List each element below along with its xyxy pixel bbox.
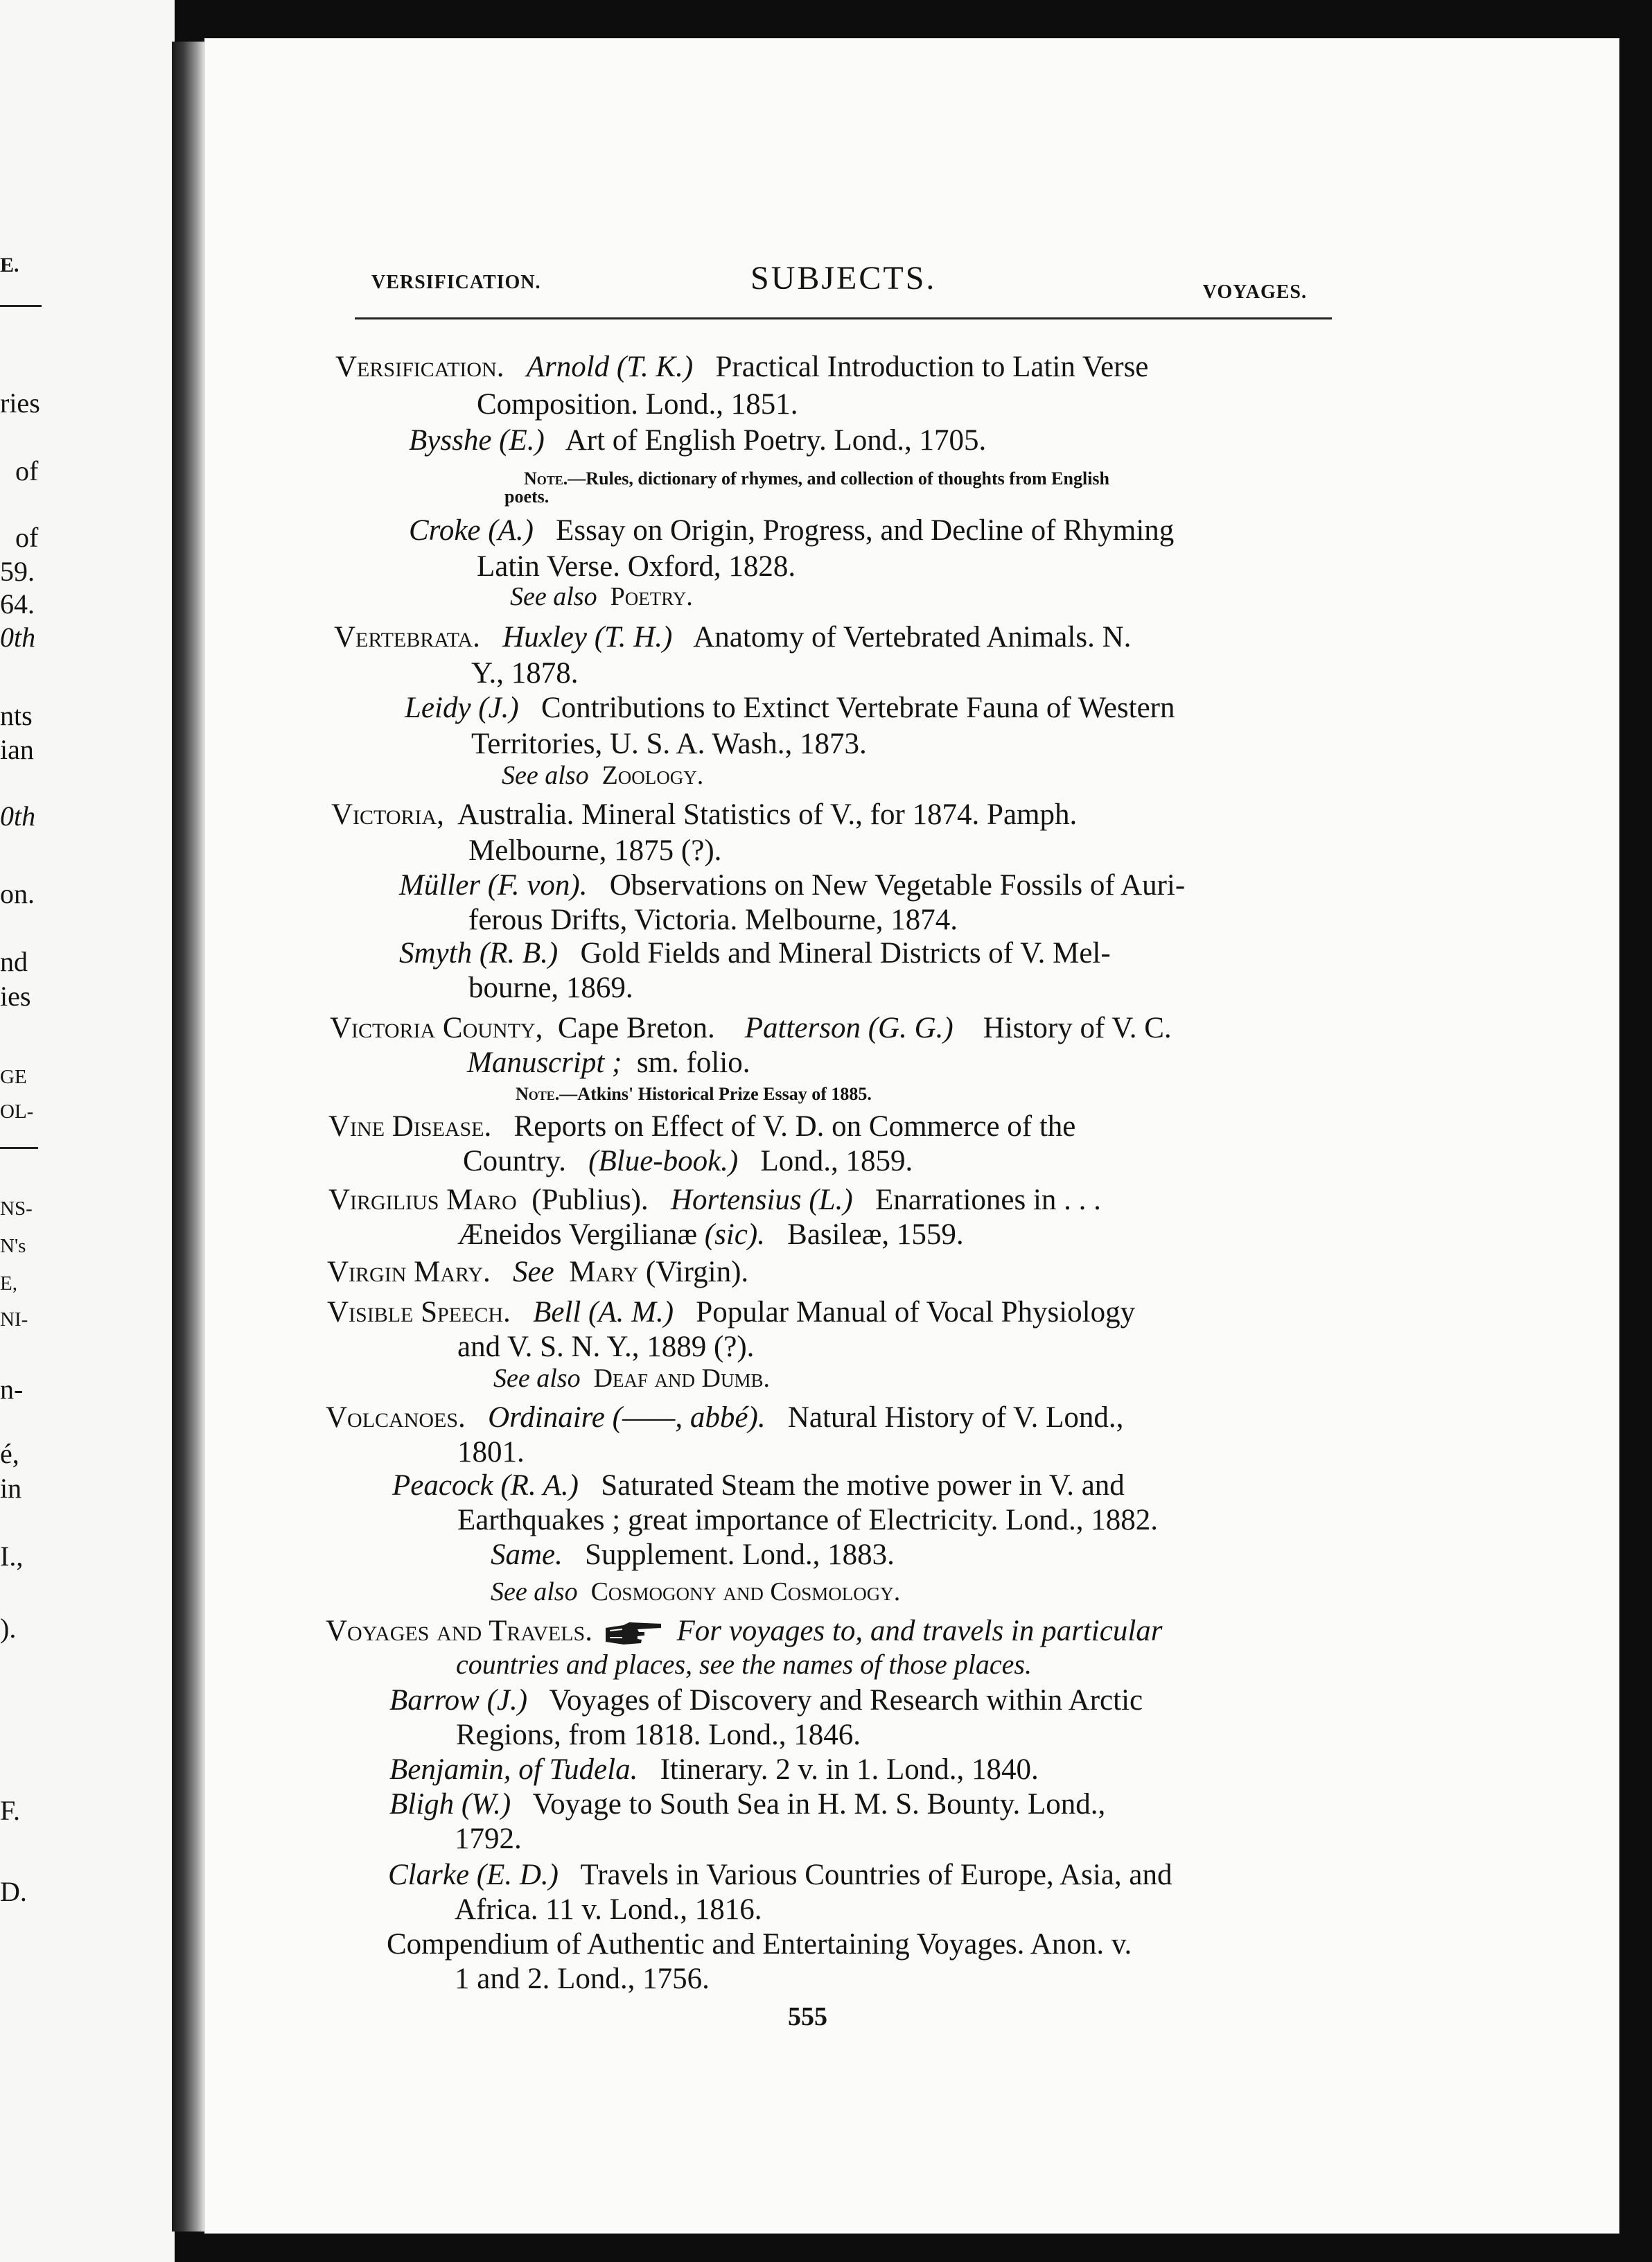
entry-line [328,1185,1101,1215]
entry-text: Territories, U. S. A. Wash., 1873. [471,728,867,760]
entry-line [327,1297,1135,1327]
entry-text: sm. folio. [636,1046,750,1079]
entry-text: Saturated Steam the motive power in V. and [601,1469,1125,1502]
subject-heading: Victoria, [331,798,444,831]
entry-line [405,693,1175,723]
header-center: SUBJECTS. [750,260,937,297]
entry-text: Y., 1878. [471,657,579,690]
note-label: Note. [516,1084,560,1104]
entry-line [457,1220,964,1250]
left-page-rule-2 [0,1147,38,1149]
note-label: Note. [524,468,568,489]
left-fragment: ian [0,734,34,765]
cross-reference: Poetry. [610,582,693,611]
entry-line [468,905,958,935]
left-fragment: nd [0,946,28,977]
entry-line [331,800,1077,830]
entry-line [409,426,986,455]
entry-text: Contributions to Extinct Vertebrate Fauna of Western [541,692,1175,724]
cross-reference: Zoology. [601,761,704,790]
entry-text: Natural History of V. Lond., [787,1401,1124,1434]
note-text: —Rules, dictionary of rhymes, and collection of thoughts from English [568,468,1110,489]
author-name: Clarke (E. D.) [388,1859,559,1891]
left-fragment: ). [0,1613,17,1644]
entry-text: Compendium of Authentic and Entertaining Voyages. Anon. v. [387,1928,1132,1961]
left-fragment: D. [0,1876,27,1907]
entry-text: Voyages of Discovery and Research within Arctic [549,1684,1143,1717]
entry-line [455,1895,762,1925]
author-name: (Blue-book.) [588,1145,739,1177]
entry-text: Essay on Origin, Progress, and Decline of Rhyming [556,514,1175,547]
entry-line [399,938,1111,968]
entry-line [334,622,1131,652]
entry-line [456,1651,1032,1678]
author-name: Patterson (G. G.) [744,1012,954,1044]
entry-text: Basileæ, 1559. [787,1218,964,1251]
note-line [504,488,549,506]
subject-heading: Virgilius Maro [328,1184,517,1216]
author-name: Benjamin, of Tudela. [389,1753,638,1786]
entry-text: Voyage to South Sea in H. M. S. Bounty. Lond., [532,1788,1106,1821]
subject-heading: Virgin Mary. [327,1256,491,1288]
entry-text: Itinerary. 2 v. in 1. Lond., 1840. [660,1753,1039,1786]
entry-line [467,1048,750,1078]
entry-text: (Publius). [531,1184,649,1216]
left-fragment: of [15,455,39,486]
entry-text: Regions, from 1818. Lond., 1846. [456,1719,861,1751]
entry-text: Country. [463,1145,566,1177]
left-fragment: E, [0,1272,17,1295]
entry-text: bourne, 1869. [468,972,633,1004]
entry-line [330,1013,1172,1043]
entry-line [457,1437,525,1467]
left-fragment: N's [0,1235,26,1257]
entry-line [389,1755,1039,1785]
left-fragment: ries [0,387,40,419]
see-also-label: See also [510,582,597,611]
entry-text: Reports on Effect of V. D. on Commerce of the [513,1110,1076,1143]
left-fragment: GE [0,1066,27,1088]
entry-line [409,516,1174,545]
author-name: Müller (F. von). [399,869,588,902]
subject-heading: Versification. [335,351,504,383]
author-name: Barrow (J.) [389,1684,528,1717]
entry-line [455,1964,710,1994]
subject-heading: Visible Speech. [327,1296,511,1329]
left-page-fragment [0,0,175,2262]
entry-line [491,1540,895,1570]
entry-line [326,1616,1163,1646]
subject-heading: Vertebrata. [334,621,480,654]
entry-line [468,973,633,1003]
entry-line [457,1505,1158,1535]
left-fragment: F. [0,1795,21,1826]
entry-text: Gold Fields and Mineral Districts of V. Mel- [580,937,1111,970]
author-name: Ordinaire (——, abbé). [488,1401,766,1434]
entry-text: Observations on New Vegetable Fossils of Auri- [609,869,1186,902]
left-fragment: E. [0,254,19,277]
entry-text: (Virgin). [645,1256,749,1288]
entry-text: Lond., 1859. [760,1145,913,1177]
left-fragment: ies [0,981,31,1012]
see-also-label: See also [502,761,589,790]
entry-line [468,836,721,866]
note-text: —Atkins' Historical Prize Essay of 1885. [559,1084,872,1104]
entry-line [326,1403,1123,1432]
note-line [524,470,1109,488]
entry-text: History of V. C. [983,1012,1172,1044]
entry-line [457,1332,754,1362]
entry-text: Practical Introduction to Latin Verse [715,351,1149,383]
author-name: Manuscript ; [467,1046,622,1079]
entry-text: Latin Verse. Oxford, 1828. [477,550,796,583]
entry-line [327,1257,748,1287]
note-line [516,1085,872,1103]
left-fragment: OL- [0,1101,34,1123]
entry-text: Australia. Mineral Statistics of V., for 1874. Pamph. [457,798,1078,831]
entry-text: and V. S. N. Y., 1889 (?). [457,1331,755,1363]
entry-line [463,1146,913,1176]
header-right: VOYAGES. [1202,281,1307,303]
entry-text: Melbourne, 1875 (?). [468,834,722,867]
entry-text: Cape Breton. [557,1012,715,1044]
author-name: Same. [491,1538,563,1571]
left-fragment: I., [0,1541,24,1572]
entry-line [399,870,1185,900]
entry-text: Anatomy of Vertebrated Animals. N. [693,621,1132,654]
entry-line [456,1720,861,1750]
see-label: See [513,1256,554,1288]
left-fragment: in [0,1473,22,1504]
see-also-label: See also [493,1364,581,1393]
left-fragment: n- [0,1374,24,1405]
subject-heading: Voyages and Travels. [326,1615,592,1647]
left-fragment: of [15,522,39,553]
author-name: Smyth (R. B.) [399,937,559,970]
entry-line [471,729,867,759]
entry-line [328,1112,1075,1141]
cross-reference: Deaf and Dumb. [593,1364,770,1393]
see-also-line [491,1579,900,1605]
author-name: Arnold (T. K.) [526,351,694,383]
entry-line [471,658,579,688]
left-fragment: 64. [0,588,35,620]
entry-line [392,1471,1125,1500]
cross-reference: Mary [569,1256,639,1288]
entry-text: Popular Manual of Vocal Physiology [696,1296,1136,1329]
entry-text: Composition. Lond., 1851. [477,388,798,421]
author-name: Croke (A.) [409,514,534,547]
entry-line [335,352,1148,382]
entry-line [477,552,796,581]
page-number: 555 [788,2002,827,2031]
author-name: Leidy (J.) [405,692,519,724]
header-rule [355,317,1332,319]
left-fragment: 0th [0,800,36,832]
author-name: Huxley (T. H.) [502,621,673,654]
subject-heading: Vine Disease. [328,1110,492,1143]
left-fragment: on. [0,878,35,909]
entry-text: Travels in Various Countries of Europe, Asia, and [580,1859,1172,1891]
entry-line [477,389,798,419]
subject-heading: Volcanoes. [326,1401,466,1434]
see-also-line [493,1365,770,1392]
cross-reference-note: For voyages to, and travels in particular [676,1615,1163,1647]
header-left: VERSIFICATION. [371,272,541,293]
cross-reference-note: countries and places, see the names of those places. [456,1649,1032,1680]
entry-line [389,1685,1143,1715]
author-name: Hortensius (L.) [670,1184,853,1216]
entry-text: Art of English Poetry. Lond., 1705. [565,424,987,457]
entry-text: 1 and 2. Lond., 1756. [455,1963,710,1995]
entry-line [388,1860,1172,1890]
pointing-hand-icon [603,1621,662,1646]
author-name: Bell (A. M.) [533,1296,674,1329]
note-text: poets. [504,486,550,507]
entry-text: ferous Drifts, Victoria. Melbourne, 1874. [468,904,958,936]
author-name: Peacock (R. A.) [392,1469,579,1502]
entry-line [455,1824,522,1854]
entry-text: Enarrationes in . . . [875,1184,1101,1216]
left-fragment: nts [0,700,33,731]
binding-gutter [172,42,205,2232]
left-fragment: é, [0,1438,19,1469]
entry-text: Africa. 11 v. Lond., 1816. [455,1893,762,1926]
see-also-line [502,762,703,789]
author-name: Bligh (W.) [389,1788,511,1821]
entry-text: Earthquakes ; great importance of Electricity. Lond., 1882. [457,1504,1158,1536]
running-header [371,260,1342,308]
see-also-line [510,584,693,610]
left-fragment: NS- [0,1198,33,1220]
entry-text: 1792. [455,1823,522,1855]
entry-text: Supplement. Lond., 1883. [585,1538,895,1571]
subject-heading: Victoria County, [330,1012,543,1044]
left-fragment: 59. [0,556,35,587]
left-page-rule [0,305,42,307]
entry-text: 1801. [457,1436,525,1468]
entry-text: Æneidos Vergilianæ [457,1218,697,1251]
see-also-label: See also [491,1577,578,1606]
entry-line [389,1789,1105,1819]
cross-reference: Cosmogony and Cosmology. [590,1577,901,1606]
left-fragment: 0th [0,622,36,653]
entry-line [387,1929,1132,1959]
left-fragment: NI- [0,1308,28,1331]
author-name: Bysshe (E.) [409,424,545,457]
author-name: (sic). [704,1218,765,1251]
